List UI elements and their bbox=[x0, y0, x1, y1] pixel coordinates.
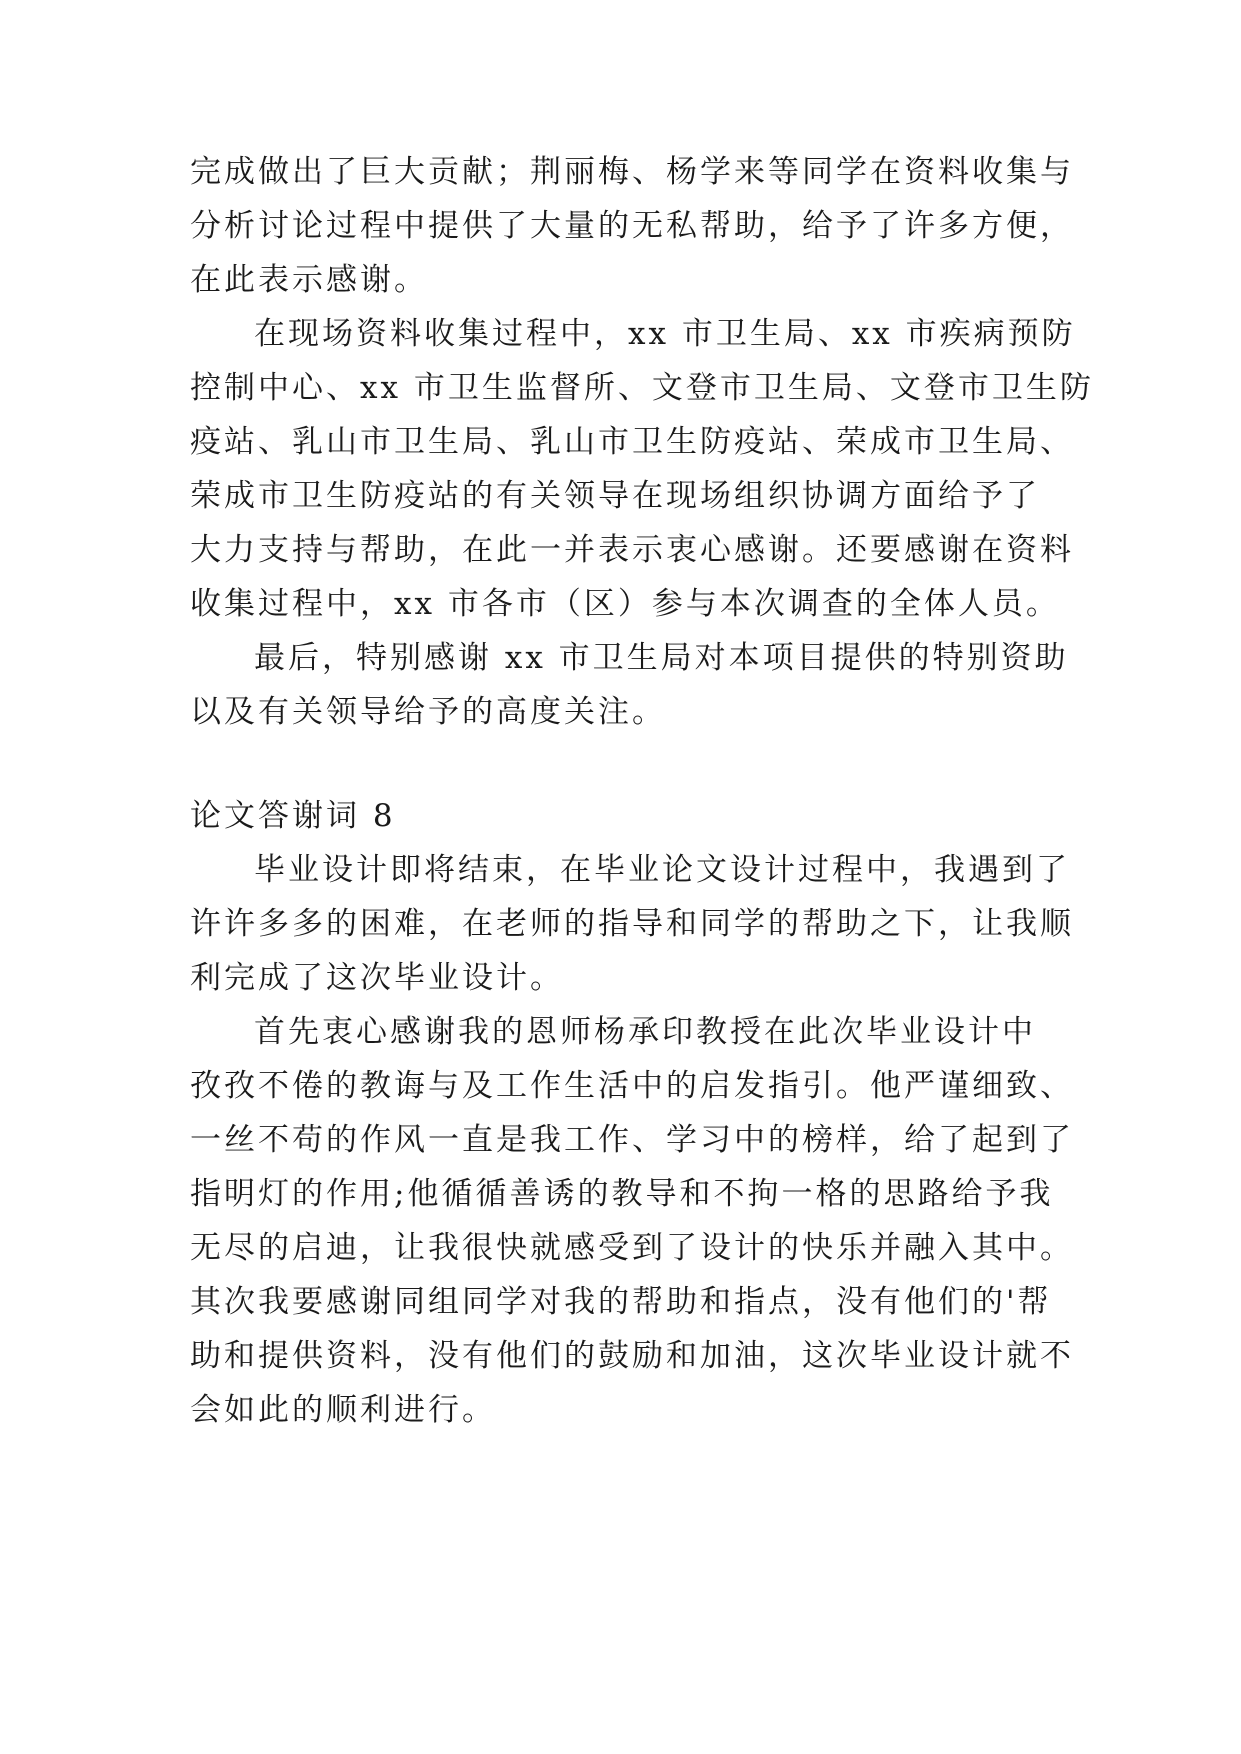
paragraph-line: 最后，特别感谢 xx 市卫生局对本项目提供的特别资助 bbox=[254, 640, 1069, 676]
paragraph-line: 毕业设计即将结束，在毕业论文设计过程中，我遇到了 bbox=[254, 852, 1070, 888]
paragraph-line: 收集过程中，xx 市各市（区）参与本次调查的全体人员。 bbox=[190, 586, 1060, 622]
paragraph-line: 荣成市卫生防疫站的有关领导在现场组织协调方面给予了 bbox=[190, 478, 1040, 514]
paragraph-line: 完成做出了巨大贡献；荆丽梅、杨学来等同学在资料收集与 bbox=[190, 154, 1074, 190]
paragraph-line: 在现场资料收集过程中，xx 市卫生局、xx 市疾病预防 bbox=[254, 316, 1076, 352]
paragraph-line: 在此表示感谢。 bbox=[190, 262, 428, 298]
paragraph-line: 孜孜不倦的教诲与及工作生活中的启发指引。他严谨细致、 bbox=[190, 1068, 1074, 1104]
paragraph-line: 助和提供资料，没有他们的鼓励和加油，这次毕业设计就不 bbox=[190, 1338, 1074, 1374]
paragraph-line: 大力支持与帮助，在此一并表示衷心感谢。还要感谢在资料 bbox=[190, 532, 1074, 568]
paragraph-line: 利完成了这次毕业设计。 bbox=[190, 960, 564, 996]
paragraph-line: 一丝不苟的作风一直是我工作、学习中的榜样，给了起到了 bbox=[190, 1122, 1074, 1158]
paragraph-line: 以及有关领导给予的高度关注。 bbox=[190, 694, 666, 730]
paragraph-line: 其次我要感谢同组同学对我的帮助和指点，没有他们的'帮 bbox=[190, 1284, 1052, 1320]
paragraph-line: 疫站、乳山市卫生局、乳山市卫生防疫站、荣成市卫生局、 bbox=[190, 424, 1074, 460]
paragraph-line: 分析讨论过程中提供了大量的无私帮助，给予了许多方便， bbox=[190, 208, 1074, 244]
paragraph-line: 会如此的顺利进行。 bbox=[190, 1392, 496, 1428]
paragraph-line: 控制中心、xx 市卫生监督所、文登市卫生局、文登市卫生防 bbox=[190, 370, 1094, 406]
paragraph-line: 许许多多的困难，在老师的指导和同学的帮助之下，让我顺 bbox=[190, 906, 1074, 942]
paragraph-line: 无尽的启迪，让我很快就感受到了设计的快乐并融入其中。 bbox=[190, 1230, 1074, 1266]
section-heading: 论文答谢词 8 bbox=[190, 798, 396, 834]
paragraph-line: 指明灯的作用;他循循善诱的教导和不拘一格的思路给予我 bbox=[190, 1176, 1054, 1212]
paragraph-line: 首先衷心感谢我的恩师杨承印教授在此次毕业设计中 bbox=[254, 1014, 1036, 1050]
